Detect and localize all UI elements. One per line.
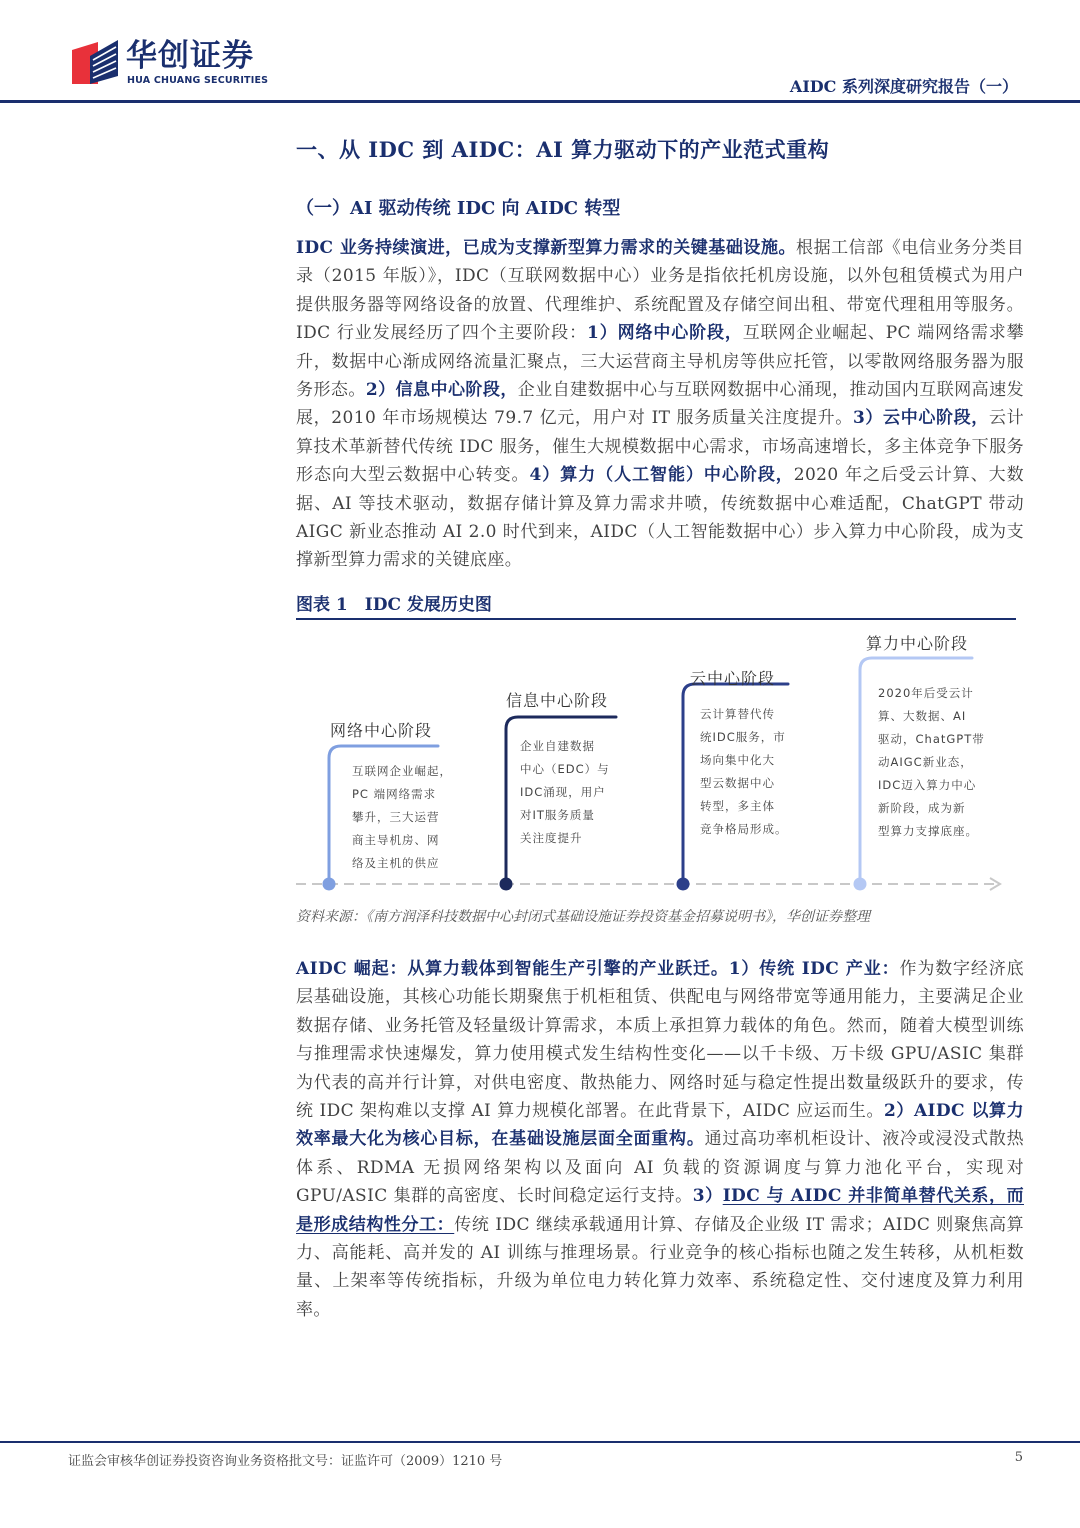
stage-title-network: 网络中心阶段 — [330, 721, 433, 740]
desc-line: 2020年后受云计 — [878, 686, 974, 700]
desc-line: 型云数据中心 — [700, 776, 775, 790]
desc-line: 关注度提升 — [520, 831, 583, 845]
point-label: 1）传统 IDC 产业： — [728, 959, 900, 979]
stage-marker-dot — [854, 878, 867, 891]
desc-line: 算、大数据、AI — [878, 709, 967, 723]
desc-line: 统IDC服务，市 — [700, 730, 786, 744]
desc-line: 转型，多主体 — [700, 799, 775, 813]
paragraph-idc-evolution — [296, 234, 1024, 575]
section-heading: 一、从 IDC 到 AIDC：AI 算力驱动下的产业范式重构 — [296, 137, 830, 162]
desc-line: 互联网企业崛起， — [352, 764, 452, 778]
paragraph-aidc-rise — [296, 955, 1024, 1324]
body-text: 作为数字经济底层基础设施，其核心功能长期聚焦于机柜租赁、供配电与网络带宽等通用能力，主要满足企业数据存储、业务托管及轻量级计算需求，本质上承担算力载体的角色。然而，随着大模型训练与推理需求快速爆发，算力使用模式发生结构性变化——以千卡级、万卡级 GPU/ASIC 集群为代表的高并行计算，对供电密度、散热能力、网络时延与稳定性提出数量级跃升的要求，传统 IDC 架构难以支撑 AI 算力规模化部署。在此背景下，AIDC 应运而生。 — [296, 959, 1024, 1122]
footer-disclaimer: 证监会审核华创证券投资咨询业务资格批文号：证监许可（2009）1210 号 — [68, 1454, 503, 1469]
page-number: 5 — [1014, 1450, 1023, 1465]
figure-source: 资料来源：《南方润泽科技数据中心封闭式基础设施证券投资基金招募说明书》，华创证券整理 — [296, 909, 870, 925]
stage-desc-network — [352, 760, 452, 875]
subsection-heading: （一）AI 驱动传统 IDC 向 AIDC 转型 — [296, 198, 621, 219]
point-label: 2）AIDC 以算力效率最大化为核心目标，在基础设施层面全面重构。 — [296, 1101, 1024, 1150]
stage-marker-dot — [323, 878, 336, 891]
desc-line: 商主导机房、网 — [352, 833, 440, 847]
desc-line: 络及主机的供应 — [352, 856, 440, 870]
brand-name-en: HUA CHUANG SECURITIES — [127, 75, 269, 86]
desc-line: 驱动，ChatGPT带 — [878, 732, 985, 746]
desc-line: IDC迈入算力中心 — [878, 778, 977, 792]
page-header — [0, 0, 1080, 104]
body-text: 企业自建数据中心与互联网数据中心涌现，推动国内互联网高速发展，2010 年市场规模达 79.7 亿元，用户对 IT 服务质量关注度提升。 — [296, 380, 1024, 429]
desc-line: PC 端网络需求 — [352, 787, 437, 801]
stage-desc-compute — [878, 682, 985, 843]
header-divider — [0, 100, 1080, 103]
stage-desc-information — [520, 735, 610, 850]
desc-line: 对IT服务质量 — [520, 808, 595, 822]
lead-sentence: IDC 业务持续演进，已成为支撑新型算力需求的关键基础设施。 — [296, 238, 797, 258]
underlined-text: IDC 与 AIDC 并非简单替代关系，而是形成结构性分工： — [296, 1186, 1024, 1235]
figure-title: 图表 1 IDC 发展历史图 — [296, 595, 492, 615]
desc-line: 中心（EDC）与 — [520, 762, 610, 776]
stage-marker-dot — [677, 878, 690, 891]
body-text: 通过高功率机柜设计、液冷或浸没式散热体系、RDMA 无损网络架构以及面向 AI 负载的资源调度与算力池化平台，实现对 GPU/ASIC 集群的高密度、长时间稳定运行支持。 — [296, 1129, 1024, 1207]
stage-title-cloud: 云中心阶段 — [690, 669, 776, 688]
idc-history-figure — [296, 622, 1016, 902]
desc-line: 新阶段，成为新 — [878, 801, 966, 815]
desc-line: IDC涌现，用户 — [520, 785, 606, 799]
stage-title-information: 信息中心阶段 — [506, 691, 609, 710]
desc-line: 动AIGC新业态， — [878, 755, 973, 769]
desc-line: 企业自建数据 — [520, 739, 595, 753]
figure-divider — [296, 618, 1016, 620]
stage-label: 3）云中心阶段， — [852, 408, 989, 429]
stage-label: 4）算力（人工智能）中心阶段， — [529, 465, 794, 486]
body-text: 传统 IDC 继续承载通用计算、存储及企业级 IT 需求；AIDC 则聚焦高算力、高能耗、高并发的 AI 训练与推理场景。行业竞争的核心指标也随之发生转移，从机柜数量、上架率等传统指标，升级为单位电力转化算力效率、系统稳定性、交付速度及算力利用率。 — [296, 1214, 1025, 1320]
stage-label: 2）信息中心阶段， — [365, 380, 518, 401]
desc-line: 攀升，三大运营 — [352, 810, 440, 824]
lead-sentence: AIDC 崛起：从算力载体到智能生产引擎的产业跃迁。 — [296, 959, 729, 979]
point-label: 3） — [692, 1186, 723, 1207]
brand-name: 华创证券 — [126, 38, 254, 74]
desc-line: 场向集中化大 — [700, 753, 775, 767]
huachuang-logo-icon — [70, 38, 120, 88]
stage-desc-cloud — [700, 703, 788, 841]
stage-label: 1）网络中心阶段， — [587, 323, 743, 344]
body-text: 根据工信部《电信业务分类目录（2015 年版）》，IDC（互联网数据中心）业务是指依托机房设施，以外包租赁模式为用户提供服务器等网络设备的放置、代理维护、系统配置及存储空间出租、带宽代理租用等服务。IDC 行业发展经历了四个主要阶段： — [296, 238, 1024, 344]
body-text: 2020 年之后受云计算、大数据、AI 等技术驱动，数据存储计算及算力需求井喷，传统数据中心难适配，ChatGPT 带动 AIGC 新业态推动 AI 2.0 时代到来，AIDC（人工智能数据中心）步入算力中心阶段，成为支撑新型算力需求的关键底座。 — [296, 465, 1025, 571]
body-text: 云计算技术革新替代传统 IDC 服务，催生大规模数据中心需求，市场高速增长，多主体竞争下服务形态向大型云数据中心转变。 — [296, 408, 1024, 486]
body-text: 互联网企业崛起、PC 端网络需求攀升，数据中心渐成网络流量汇聚点，三大运营商主导机房等供应托管，以零散网络服务器为服务形态。 — [296, 323, 1024, 401]
stage-marker-dot — [500, 878, 513, 891]
desc-line: 云计算替代传 — [700, 707, 775, 721]
desc-line: 竞争格局形成。 — [700, 822, 788, 836]
desc-line: 型算力支撑底座。 — [878, 824, 978, 838]
stage-title-compute: 算力中心阶段 — [866, 634, 969, 653]
footer-divider — [0, 1441, 1080, 1443]
report-title: AIDC 系列深度研究报告（一） — [789, 77, 1018, 96]
